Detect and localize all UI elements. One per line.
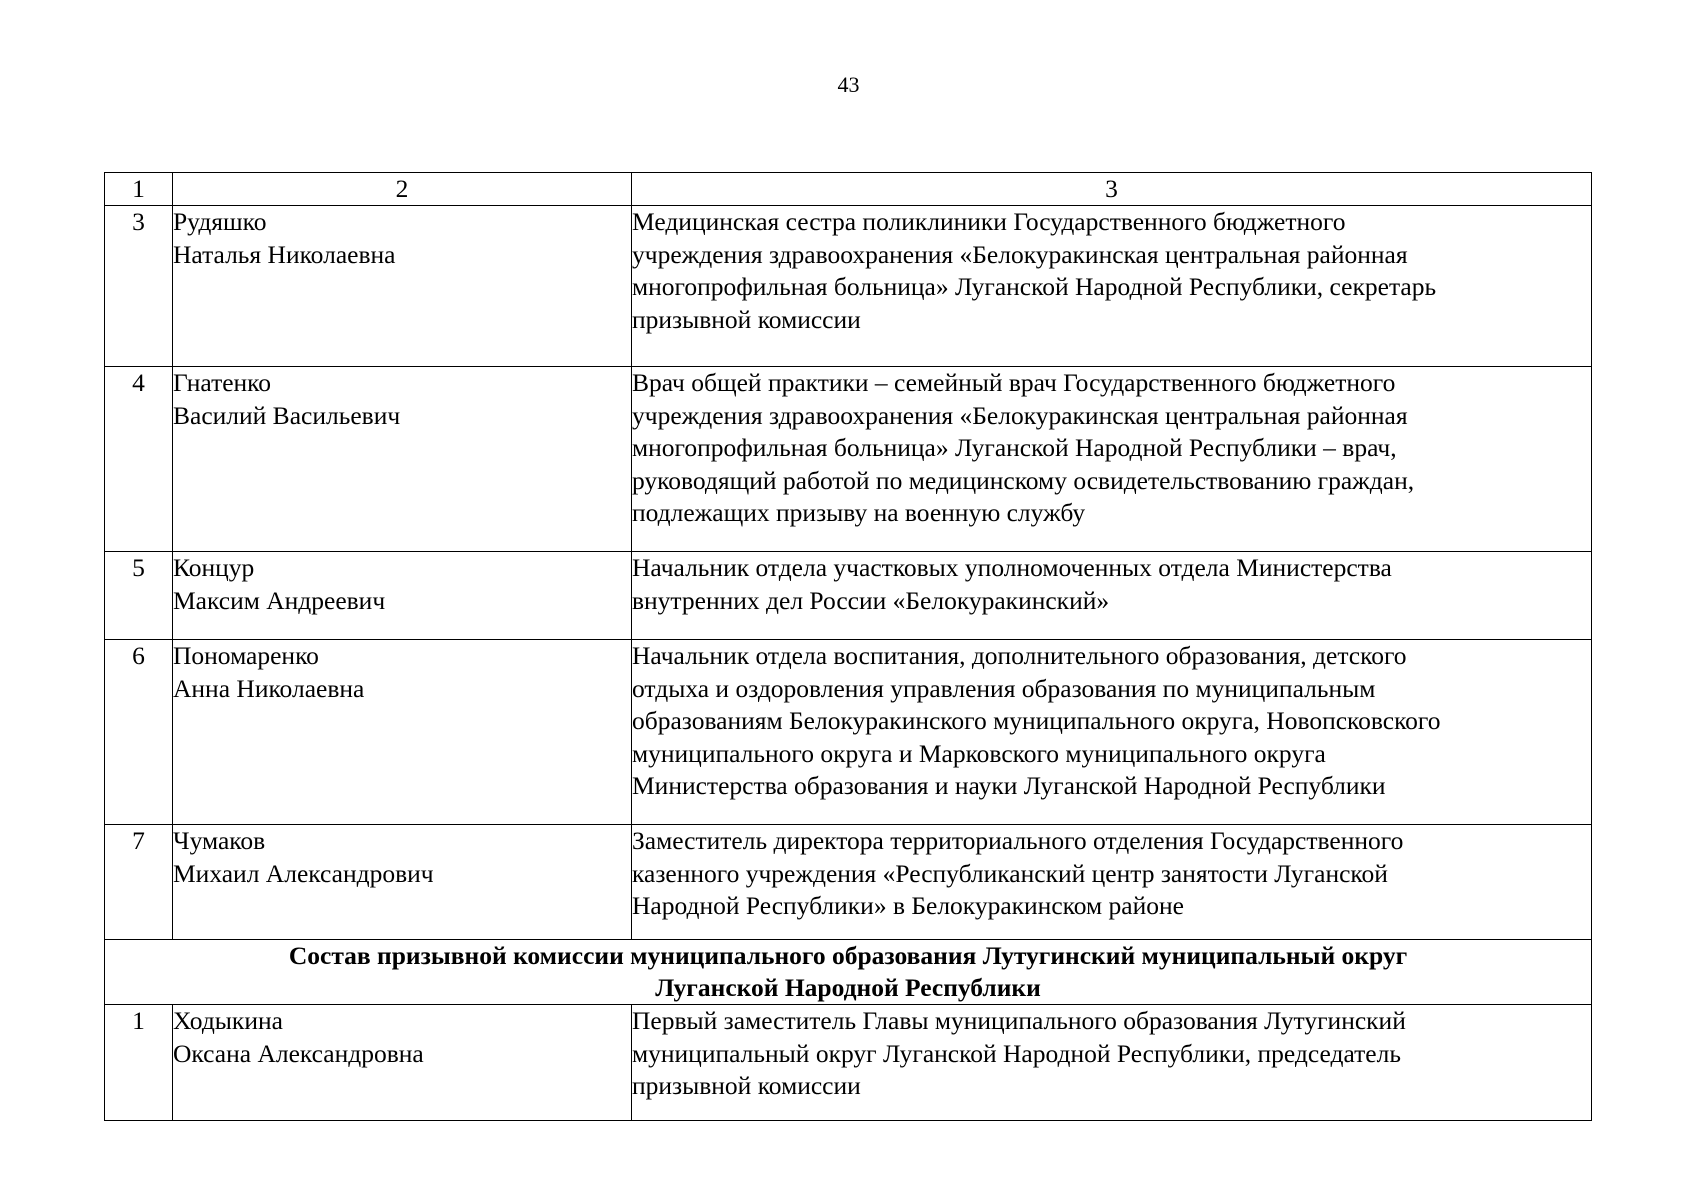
row-number: 3 [105, 206, 173, 367]
position-line: Министерства образования и науки Луганской Народной Республики [632, 771, 1386, 800]
section-heading-row [105, 940, 1592, 1005]
row-number: 1 [105, 1005, 173, 1121]
commission-table [104, 172, 1592, 1121]
position-line: образованиям Белокуракинского муниципального округа, Новопсковского [632, 706, 1441, 735]
position-line: Начальник отдела участковых уполномоченных отдела Министерства [632, 553, 1392, 582]
member-surname: Ходыкина [173, 1006, 283, 1035]
table-row [105, 206, 1592, 367]
member-given-names: Наталья Николаевна [173, 239, 396, 269]
position-line: Медицинская сестра поликлиники Государственного бюджетного [632, 207, 1346, 236]
position-line: призывной комиссии [632, 1071, 861, 1100]
member-surname: Пономаренко [173, 641, 319, 670]
position-line: руководящий работой по медицинскому освидетельствованию граждан, [632, 465, 1415, 495]
position-line: призывной комиссии [632, 304, 861, 334]
position-line: казенного учреждения «Республиканский центр занятости Луганской [632, 858, 1388, 888]
row-number: 5 [105, 552, 173, 640]
section-heading [105, 940, 1592, 1005]
table-row [105, 825, 1592, 940]
member-name [173, 552, 632, 640]
member-name [173, 206, 632, 367]
section-heading-line: Луганской Народной Республики [655, 973, 1041, 1002]
header-col-3: 3 [632, 173, 1592, 206]
member-position [632, 640, 1592, 825]
position-line: учреждения здравоохранения «Белокуракинская центральная районная [632, 400, 1408, 430]
member-given-names: Василий Васильевич [173, 400, 401, 430]
member-given-names: Анна Николаевна [173, 673, 365, 703]
member-given-names: Максим Андреевич [173, 585, 386, 615]
member-surname: Концур [173, 553, 255, 582]
member-position [632, 367, 1592, 552]
member-name [173, 1005, 632, 1121]
position-line: отдыха и оздоровления управления образования по муниципальным [632, 673, 1376, 703]
position-line: Врач общей практики – семейный врач Государственного бюджетного [632, 368, 1396, 397]
member-given-names: Михаил Александрович [173, 858, 434, 888]
member-position [632, 206, 1592, 367]
header-col-1: 1 [105, 173, 173, 206]
member-surname: Рудяшко [173, 207, 267, 236]
member-name [173, 367, 632, 552]
position-line: многопрофильная больница» Луганской Народной Республики – врач, [632, 433, 1397, 462]
table-row [105, 552, 1592, 640]
member-position [632, 1005, 1592, 1121]
position-line: подлежащих призыву на военную службу [632, 498, 1086, 527]
row-number: 4 [105, 367, 173, 552]
table-row [105, 640, 1592, 825]
member-given-names: Оксана Александровна [173, 1038, 424, 1068]
member-name [173, 825, 632, 940]
page-number: 43 [837, 72, 860, 97]
table-row [105, 367, 1592, 552]
member-position [632, 825, 1592, 940]
member-name [173, 640, 632, 825]
position-line: Начальник отдела воспитания, дополнительного образования, детского [632, 641, 1407, 670]
header-col-2: 2 [173, 173, 632, 206]
position-line: внутренних дел России «Белокуракинский» [632, 585, 1110, 615]
section-heading-line: Состав призывной комиссии муниципального образования Лутугинский муниципальный округ [288, 941, 1408, 970]
position-line: Первый заместитель Главы муниципального образования Лутугинский [632, 1006, 1406, 1035]
position-line: многопрофильная больница» Луганской Народной Республики, секретарь [632, 272, 1437, 301]
member-surname: Гнатенко [173, 368, 272, 397]
position-line: муниципальный округ Луганской Народной Республики, председатель [632, 1038, 1401, 1068]
member-position [632, 552, 1592, 640]
table-header-row [105, 173, 1592, 206]
member-surname: Чумаков [173, 826, 266, 855]
position-line: муниципального округа и Марковского муниципального округа [632, 738, 1326, 768]
position-line: учреждения здравоохранения «Белокуракинская центральная районная [632, 239, 1408, 269]
row-number: 6 [105, 640, 173, 825]
table-row [105, 1005, 1592, 1121]
row-number: 7 [105, 825, 173, 940]
position-line: Народной Республики» в Белокуракинском районе [632, 891, 1184, 920]
position-line: Заместитель директора территориального отделения Государственного [632, 826, 1404, 855]
